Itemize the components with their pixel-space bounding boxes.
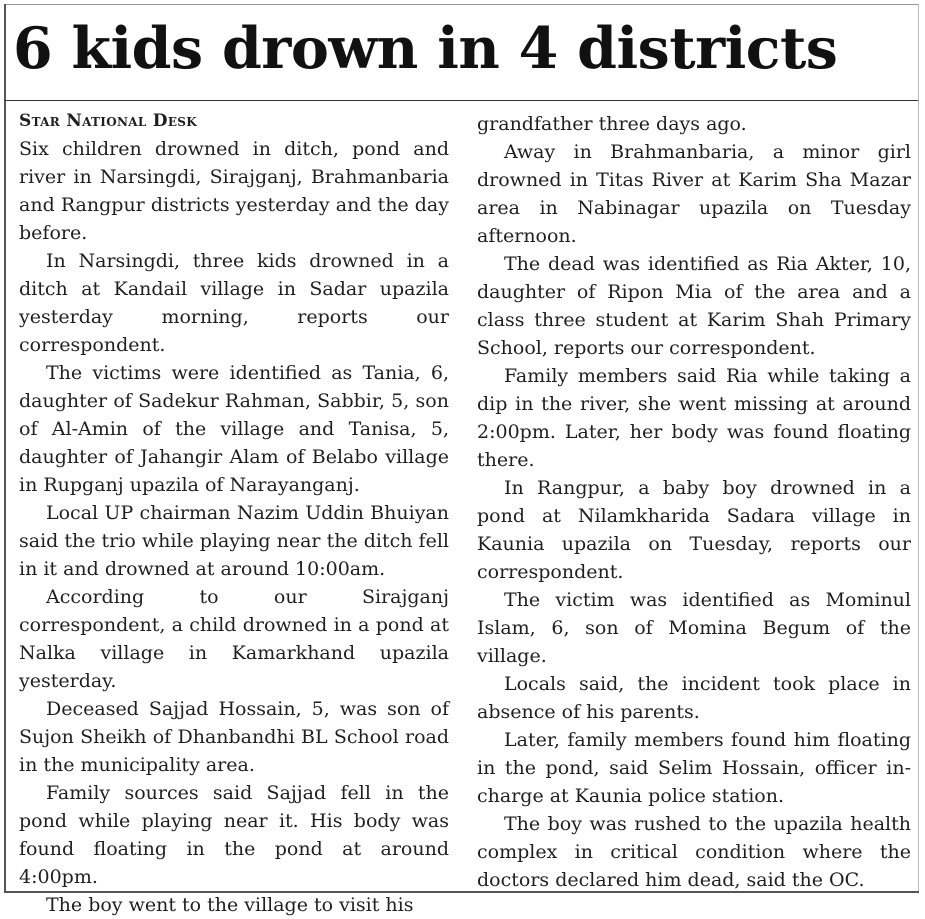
article-headline: 6 kids drown in 4 districts bbox=[13, 15, 838, 82]
article-paragraph: The boy was rushed to the upazila health complex in critical condition where the doctors declared him dead, said the OC. bbox=[477, 813, 911, 891]
article-paragraph: Deceased Sajjad Hossain, 5, was son of Sujon Sheikh of Dhanbandhi BL School road in the municipality area. bbox=[19, 698, 449, 776]
article-paragraph: Six children drowned in ditch, pond and river in Narsingdi, Sirajganj, Brahmanbaria and Rangpur districts yesterday and the day before. bbox=[19, 138, 449, 244]
article-paragraph: Local UP chairman Nazim Uddin Bhuiyan said the trio while playing near the ditch fell in it and drowned at around 10:00am. bbox=[19, 502, 449, 580]
page-border-left bbox=[4, 4, 6, 891]
article-column-left bbox=[19, 107, 449, 919]
article-byline: Star National Desk bbox=[19, 111, 197, 131]
article-paragraph: Later, family members found him floating in the pond, said Selim Hossain, officer in-charge at Kaunia police station. bbox=[477, 729, 911, 807]
article-paragraph: Family sources said Sajjad fell in the pond while playing near it. His body was found floating in the pond at around 4:00pm. bbox=[19, 782, 449, 888]
article-paragraph: The victim was identified as Mominul Islam, 6, son of Momina Begum of the village. bbox=[477, 589, 911, 667]
article-paragraph: In Narsingdi, three kids drowned in a ditch at Kandail village in Sadar upazila yesterday morning, reports our correspondent. bbox=[19, 250, 449, 356]
article-paragraph: The boy went to the village to visit his bbox=[46, 894, 414, 916]
article-paragraph: Away in Brahmanbaria, a minor girl drowned in Titas River at Karim Sha Mazar area in Nabinagar upazila on Tuesday afternoon. bbox=[477, 141, 911, 247]
page-border-top bbox=[4, 4, 919, 5]
page-border-right bbox=[918, 4, 919, 891]
headline-rule bbox=[5, 100, 918, 101]
article-paragraph: The dead was identified as Ria Akter, 10, daughter of Ripon Mia of the area and a class three student at Karim Shah Primary School, reports our correspondent. bbox=[477, 253, 911, 359]
article-paragraph: In Rangpur, a baby boy drowned in a pond at Nilamkharida Sadara village in Kaunia upazila on Tuesday, reports our correspondent. bbox=[477, 477, 911, 583]
article-paragraph: According to our Sirajganj correspondent, a child drowned in a pond at Nalka village in Kamarkhand upazila yesterday. bbox=[19, 586, 449, 692]
article-paragraph: Locals said, the incident took place in absence of his parents. bbox=[477, 673, 911, 723]
article-paragraph: The victims were identified as Tania, 6, daughter of Sadekur Rahman, Sabbir, 5, son of Al-Amin of the village and Tanisa, 5, daughter of Jahangir Alam of Belabo village in Rupganj upazila of Narayanganj. bbox=[19, 362, 449, 496]
article-paragraph: grandfather three days ago. bbox=[477, 113, 747, 135]
article-paragraph: Family members said Ria while taking a dip in the river, she went missing at around 2:00pm. Later, her body was found floating there. bbox=[477, 365, 911, 471]
article-column-right bbox=[477, 110, 911, 894]
